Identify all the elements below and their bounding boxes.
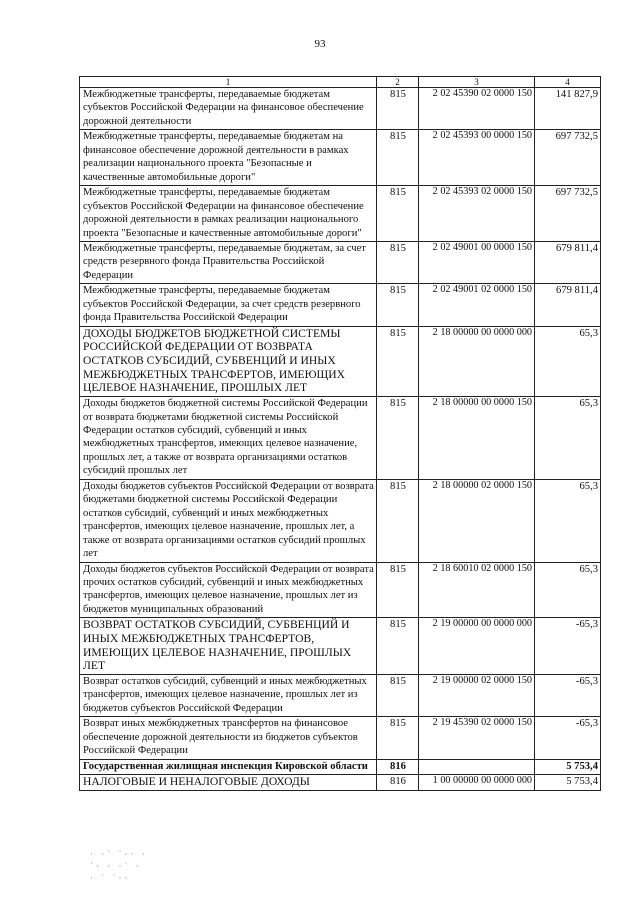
row-admin-code-cell: 815 bbox=[377, 88, 419, 130]
row-budget-code-cell: 2 02 45390 02 0000 150 bbox=[419, 88, 535, 130]
row-admin-code-cell: 815 bbox=[377, 618, 419, 675]
column-header-1: 1 bbox=[80, 77, 377, 88]
table-row bbox=[80, 397, 601, 480]
row-admin-code-cell: 815 bbox=[377, 186, 419, 242]
row-admin-code-cell: 815 bbox=[377, 241, 419, 283]
row-name-cell: Межбюджетные трансферты, передаваемые бюджетам, за счет средств резервного фонда Правительства Российской Федерации bbox=[80, 241, 377, 283]
row-amount-cell: 5 753,4 bbox=[535, 775, 601, 791]
row-amount-cell: 697 732,5 bbox=[535, 186, 601, 242]
row-name-cell: Межбюджетные трансферты, передаваемые бюджетам на финансовое обеспечение дорожной деятельности в рамках реализации национального проекта "Безопасные и качественные автомобильные дороги" bbox=[80, 130, 377, 186]
row-admin-code-cell: 815 bbox=[377, 479, 419, 562]
row-budget-code-cell: 2 02 49001 02 0000 150 bbox=[419, 284, 535, 326]
row-budget-code-cell: 2 02 49001 00 0000 150 bbox=[419, 241, 535, 283]
table-row bbox=[80, 618, 601, 675]
table-row bbox=[80, 717, 601, 759]
table-row bbox=[80, 562, 601, 618]
table-row bbox=[80, 759, 601, 774]
row-name-cell: НАЛОГОВЫЕ И НЕНАЛОГОВЫЕ ДОХОДЫ bbox=[80, 775, 377, 791]
row-name-cell: Доходы бюджетов субъектов Российской Федерации от возврата бюджетами бюджетной системы Российской Федерации остатков субсидий, субвенций и иных межбюджетных трансфертов, имеющих целевое назначение, прошлых лет, а также от возврата организациями остатков субсидий прошлых лет bbox=[80, 479, 377, 562]
row-name-cell: Межбюджетные трансферты, передаваемые бюджетам субъектов Российской Федерации, за счет средств резервного фонда Правительства Российской Федерации bbox=[80, 284, 377, 326]
row-admin-code-cell: 815 bbox=[377, 562, 419, 618]
table-row bbox=[80, 88, 601, 130]
table-row bbox=[80, 284, 601, 326]
table-row bbox=[80, 130, 601, 186]
row-admin-code-cell: 815 bbox=[377, 717, 419, 759]
row-name-cell: Межбюджетные трансферты, передаваемые бюджетам субъектов Российской Федерации на финансовое обеспечение дорожной деятельности bbox=[80, 88, 377, 130]
row-budget-code-cell: 2 18 00000 00 0000 000 bbox=[419, 326, 535, 396]
table-row bbox=[80, 775, 601, 791]
row-admin-code-cell: 815 bbox=[377, 284, 419, 326]
row-name-cell: Возврат иных межбюджетных трансфертов на финансовое обеспечение дорожной деятельности из бюджетов субъектов Российской Федерации bbox=[80, 717, 377, 759]
table-row bbox=[80, 241, 601, 283]
column-header-2: 2 bbox=[377, 77, 419, 88]
row-name-cell: Государственная жилищная инспекция Кировской области bbox=[80, 759, 377, 774]
table-row bbox=[80, 479, 601, 562]
row-name-cell: ДОХОДЫ БЮДЖЕТОВ БЮДЖЕТНОЙ СИСТЕМЫ РОССИЙСКОЙ ФЕДЕРАЦИИ ОТ ВОЗВРАТА ОСТАТКОВ СУБСИДИЙ, СУБВЕНЦИЙ И ИНЫХ МЕЖБЮДЖЕТНЫХ ТРАНСФЕРТОВ, ИМЕЮЩИХ ЦЕЛЕВОЕ НАЗНАЧЕНИЕ, ПРОШЛЫХ ЛЕТ bbox=[80, 326, 377, 396]
row-amount-cell: 65,3 bbox=[535, 562, 601, 618]
row-name-cell: Доходы бюджетов субъектов Российской Федерации от возврата прочих остатков субсидий, субвенций и иных межбюджетных трансфертов, имеющих целевое назначение, прошлых лет из бюджетов муниципальных образований bbox=[80, 562, 377, 618]
row-budget-code-cell: 2 19 00000 02 0000 150 bbox=[419, 675, 535, 717]
row-amount-cell: 679 811,4 bbox=[535, 241, 601, 283]
row-amount-cell: 141 827,9 bbox=[535, 88, 601, 130]
row-admin-code-cell: 815 bbox=[377, 326, 419, 396]
row-amount-cell: 679 811,4 bbox=[535, 284, 601, 326]
table-row bbox=[80, 186, 601, 242]
row-budget-code-cell: 2 18 00000 02 0000 150 bbox=[419, 479, 535, 562]
row-budget-code-cell: 2 18 60010 02 0000 150 bbox=[419, 562, 535, 618]
row-budget-code-cell: 2 19 45390 02 0000 150 bbox=[419, 717, 535, 759]
row-name-cell: Межбюджетные трансферты, передаваемые бюджетам субъектов Российской Федерации на финансовое обеспечение дорожной деятельности в рамках реализации национального проекта "Безопасные и качественные автомобильные дороги" bbox=[80, 186, 377, 242]
column-header-4: 4 bbox=[535, 77, 601, 88]
row-budget-code-cell bbox=[419, 759, 535, 774]
row-amount-cell: -65,3 bbox=[535, 618, 601, 675]
row-admin-code-cell: 816 bbox=[377, 775, 419, 791]
table-body bbox=[80, 88, 601, 791]
row-admin-code-cell: 815 bbox=[377, 675, 419, 717]
table-row bbox=[80, 326, 601, 396]
page-number: 93 bbox=[314, 38, 326, 50]
revenue-table bbox=[79, 76, 601, 791]
row-admin-code-cell: 816 bbox=[377, 759, 419, 774]
row-budget-code-cell: 2 19 00000 00 0000 000 bbox=[419, 618, 535, 675]
row-admin-code-cell: 815 bbox=[377, 130, 419, 186]
row-amount-cell: 65,3 bbox=[535, 479, 601, 562]
row-name-cell: ВОЗВРАТ ОСТАТКОВ СУБСИДИЙ, СУБВЕНЦИЙ И ИНЫХ МЕЖБЮДЖЕТНЫХ ТРАНСФЕРТОВ, ИМЕЮЩИХ ЦЕЛЕВОЕ НАЗНАЧЕНИЕ, ПРОШЛЫХ ЛЕТ bbox=[80, 618, 377, 675]
row-budget-code-cell: 2 18 00000 00 0000 150 bbox=[419, 397, 535, 480]
table-row bbox=[80, 675, 601, 717]
table-header-row bbox=[80, 77, 601, 88]
scan-artifacts: · ·˙ ˙·· · ˙· · ·˙ · · ˙ ˙·· bbox=[90, 849, 148, 883]
row-budget-code-cell: 1 00 00000 00 0000 000 bbox=[419, 775, 535, 791]
row-amount-cell: 65,3 bbox=[535, 326, 601, 396]
row-amount-cell: 5 753,4 bbox=[535, 759, 601, 774]
row-budget-code-cell: 2 02 45393 02 0000 150 bbox=[419, 186, 535, 242]
row-name-cell: Доходы бюджетов бюджетной системы Российской Федерации от возврата бюджетами бюджетной системы Российской Федерации остатков субсидий, субвенций и иных межбюджетных трансфертов, имеющих целевое назначение, прошлых лет, а также от возврата организациями остатков субсидий прошлых лет bbox=[80, 397, 377, 480]
row-budget-code-cell: 2 02 45393 00 0000 150 bbox=[419, 130, 535, 186]
row-amount-cell: -65,3 bbox=[535, 675, 601, 717]
row-admin-code-cell: 815 bbox=[377, 397, 419, 480]
column-header-3: 3 bbox=[419, 77, 535, 88]
row-amount-cell: 697 732,5 bbox=[535, 130, 601, 186]
row-amount-cell: 65,3 bbox=[535, 397, 601, 480]
row-amount-cell: -65,3 bbox=[535, 717, 601, 759]
row-name-cell: Возврат остатков субсидий, субвенций и иных межбюджетных трансфертов, имеющих целевое назначение, прошлых лет из бюджетов субъектов Российской Федерации bbox=[80, 675, 377, 717]
